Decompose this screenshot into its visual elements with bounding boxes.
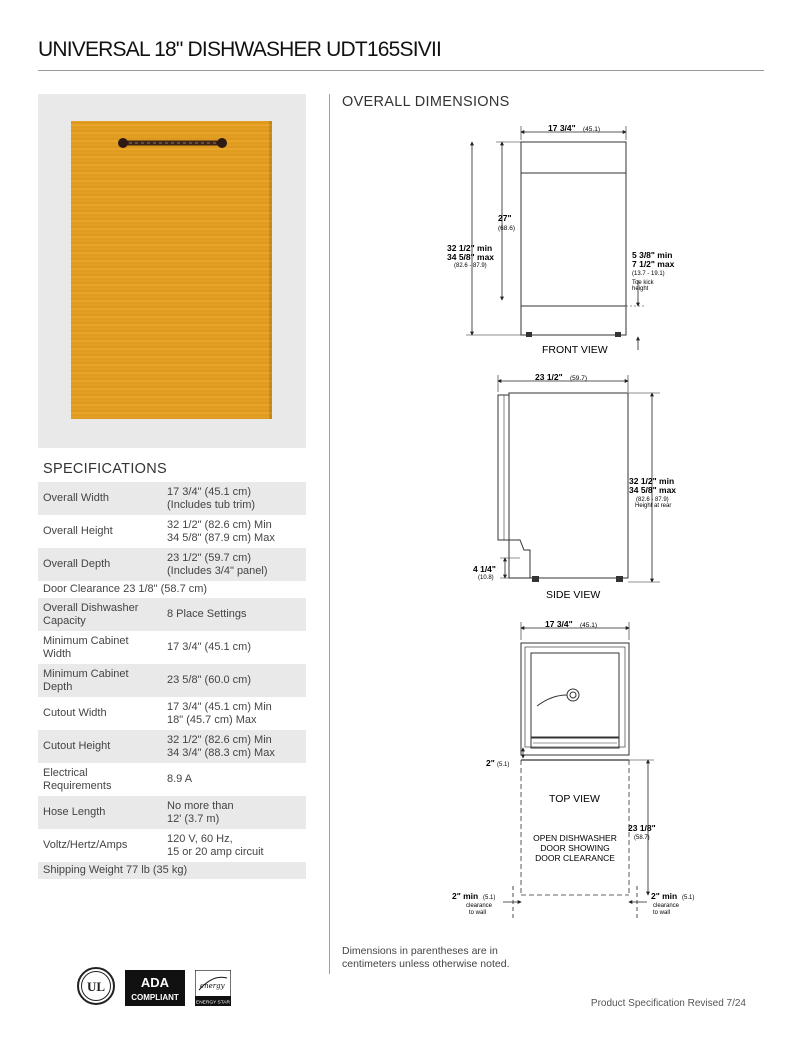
ada-compliant-logo <box>125 970 185 1006</box>
side-hmax: 34 5/8" max <box>629 485 677 495</box>
spec-label-line: Depth <box>43 680 73 693</box>
specifications-heading: SPECIFICATIONS <box>43 461 167 477</box>
top-door-note-3: DOOR CLEARANCE <box>535 853 615 863</box>
spec-label-line: Electrical <box>43 766 88 779</box>
front-toe-label1: Toe kick <box>632 280 654 286</box>
spec-label: Hose Length <box>38 796 162 829</box>
ul-listed-logo <box>76 966 116 1006</box>
spec-value-line: 34 3/4" (88.3 cm) Max <box>167 746 275 759</box>
spec-value-line: 17 3/4" (45.1 cm) Min <box>167 700 272 713</box>
svg-text:ENERGY STAR: ENERGY STAR <box>196 1000 230 1006</box>
spec-value <box>162 730 306 763</box>
spec-row <box>38 598 306 631</box>
overall-dimensions-heading: OVERALL DIMENSIONS <box>342 94 510 110</box>
front-toe-cm: (13.7 - 19.1) <box>632 271 665 277</box>
top-left-clear1: clearance <box>466 903 493 909</box>
spec-value <box>162 598 306 631</box>
spec-value <box>162 796 306 829</box>
top-right-clear2: to wall <box>653 910 671 916</box>
spec-value <box>162 664 306 697</box>
energy-star-logo <box>195 970 231 1006</box>
title-divider <box>38 70 764 71</box>
top-door-note-1: OPEN DISHWASHER <box>533 833 617 843</box>
spec-label-line: Width <box>43 647 72 660</box>
front-h-cm: (82.6 - 87.9) <box>454 263 487 269</box>
spec-value <box>162 829 306 862</box>
spec-label <box>38 664 162 697</box>
spec-value-line: 18" (45.7 cm) Max <box>167 713 257 726</box>
side-toe: 4 1/4" <box>473 564 496 574</box>
front-toe-min: 5 3/8" min <box>632 250 673 260</box>
spec-value <box>162 548 306 581</box>
top-right-clear1: clearance <box>653 903 680 909</box>
top-view-drawing <box>452 619 694 918</box>
spec-value-line: No more than <box>167 799 234 812</box>
svg-text:energy: energy <box>200 982 225 990</box>
spec-value-line: 32 1/2" (82.6 cm) Min <box>167 733 272 746</box>
spec-value <box>162 763 306 796</box>
top-gap: 2" <box>486 758 495 768</box>
svg-text:ADA: ADA <box>140 975 170 990</box>
front-toe-max: 7 1/2" max <box>632 259 675 269</box>
twisted-handle-icon <box>71 121 272 161</box>
top-door: 23 1/8" <box>628 823 656 833</box>
spec-row <box>38 763 306 796</box>
spec-full-text: Door Clearance 23 1/8" (58.7 cm) <box>43 583 208 595</box>
spec-full-text: Shipping Weight 77 lb (35 kg) <box>38 862 306 879</box>
spec-value-line: 12' (3.7 m) <box>167 812 220 825</box>
wood-door-panel <box>71 121 272 419</box>
spec-label <box>38 763 162 796</box>
front-h27-cm: (68.6) <box>498 225 515 232</box>
spec-value <box>162 631 306 664</box>
spec-value-line: 8.9 A <box>167 773 193 785</box>
side-depth: 23 1/2" <box>535 372 563 382</box>
svg-text:COMPLIANT: COMPLIANT <box>131 993 179 1002</box>
spec-label-line: Minimum Cabinet <box>43 667 129 680</box>
revision-footer: Product Specification Revised 7/24 <box>590 998 746 1009</box>
top-right-min: 2" min <box>651 891 678 901</box>
spec-value-line: 23 1/2" (59.7 cm) <box>167 551 251 564</box>
front-view-drawing <box>447 123 675 356</box>
svg-text:UL: UL <box>86 979 106 994</box>
spec-value-line: 15 or 20 amp circuit <box>167 845 264 858</box>
spec-value-line: 17 3/4" (45.1 cm) <box>167 641 251 653</box>
spec-row <box>38 548 306 581</box>
spec-label: Cutout Height <box>38 730 162 763</box>
spec-value-line: 34 5/8" (87.9 cm) Max <box>167 531 275 544</box>
specifications-table <box>38 482 306 879</box>
front-view-label: FRONT VIEW <box>542 344 608 356</box>
front-hmin: 32 1/2" min <box>447 243 493 253</box>
top-width-cm: (45.1) <box>580 622 597 629</box>
spec-value-line: 8 Place Settings <box>167 608 247 620</box>
spec-label: Voltz/Hertz/Amps <box>43 839 128 851</box>
spec-row <box>38 581 306 598</box>
spec-label: Overall Depth <box>38 548 162 581</box>
side-view-label: SIDE VIEW <box>546 589 601 601</box>
side-h-note: Height at rear <box>635 503 672 509</box>
top-gap-cm: (5.1) <box>497 762 510 768</box>
spec-label <box>38 598 162 631</box>
top-door-cm: (58.7) <box>634 835 650 841</box>
top-door-note-2: DOOR SHOWING <box>540 843 610 853</box>
front-h27: 27" <box>498 213 512 223</box>
side-hmin: 32 1/2" min <box>629 476 675 486</box>
top-left-clear2: to wall <box>469 910 487 916</box>
spec-label <box>38 631 162 664</box>
top-width: 17 3/4" <box>545 619 573 629</box>
front-toe-label2: height <box>632 286 649 292</box>
spec-label-line: Capacity <box>43 614 86 627</box>
spec-row <box>38 482 306 515</box>
side-view-drawing <box>473 372 676 601</box>
side-toe-cm: (10.8) <box>478 575 494 581</box>
spec-value-line: (Includes 3/4" panel) <box>167 564 268 577</box>
page-title: UNIVERSAL 18" DISHWASHER UDT165SIVII <box>38 38 442 61</box>
top-left-min: 2" min <box>452 891 479 901</box>
front-hmax: 34 5/8" max <box>447 252 495 262</box>
spec-value-line: 32 1/2" (82.6 cm) Min <box>167 518 272 531</box>
spec-value-line: 120 V, 60 Hz, <box>167 832 233 845</box>
dimension-drawings <box>330 110 770 930</box>
spec-label-line: Requirements <box>43 779 112 792</box>
dishwasher-front-panel-photo <box>38 94 306 448</box>
top-right-cm: (5.1) <box>682 895 695 901</box>
spec-value-line: 17 3/4" (45.1 cm) <box>167 485 251 498</box>
spec-row <box>38 697 306 730</box>
spec-row <box>38 862 306 879</box>
spec-row <box>38 829 306 862</box>
spec-label-line: Minimum Cabinet <box>43 634 129 647</box>
top-view-label: TOP VIEW <box>549 793 600 805</box>
spec-value <box>162 515 306 548</box>
front-width: 17 3/4" <box>548 123 576 133</box>
spec-row <box>38 730 306 763</box>
spec-value <box>162 697 306 730</box>
spec-label: Overall Width <box>38 482 162 515</box>
top-left-cm: (5.1) <box>483 895 496 901</box>
spec-label: Cutout Width <box>43 707 107 719</box>
spec-value-line: 23 5/8" (60.0 cm) <box>167 674 251 686</box>
front-width-cm: (45.1) <box>583 126 600 133</box>
dimensions-footnote: Dimensions in parentheses are in centimeters unless otherwise noted. <box>342 945 510 970</box>
spec-label-line: Overall Dishwasher <box>43 601 139 614</box>
spec-value-line: (Includes tub trim) <box>167 498 256 511</box>
side-h-cm: (82.6 - 87.9) <box>636 497 669 503</box>
spec-value <box>162 482 306 515</box>
spec-row <box>38 515 306 548</box>
spec-row <box>38 664 306 697</box>
side-depth-cm: (59.7) <box>570 375 587 382</box>
spec-row <box>38 631 306 664</box>
spec-row <box>38 796 306 829</box>
spec-label: Overall Height <box>43 525 113 537</box>
